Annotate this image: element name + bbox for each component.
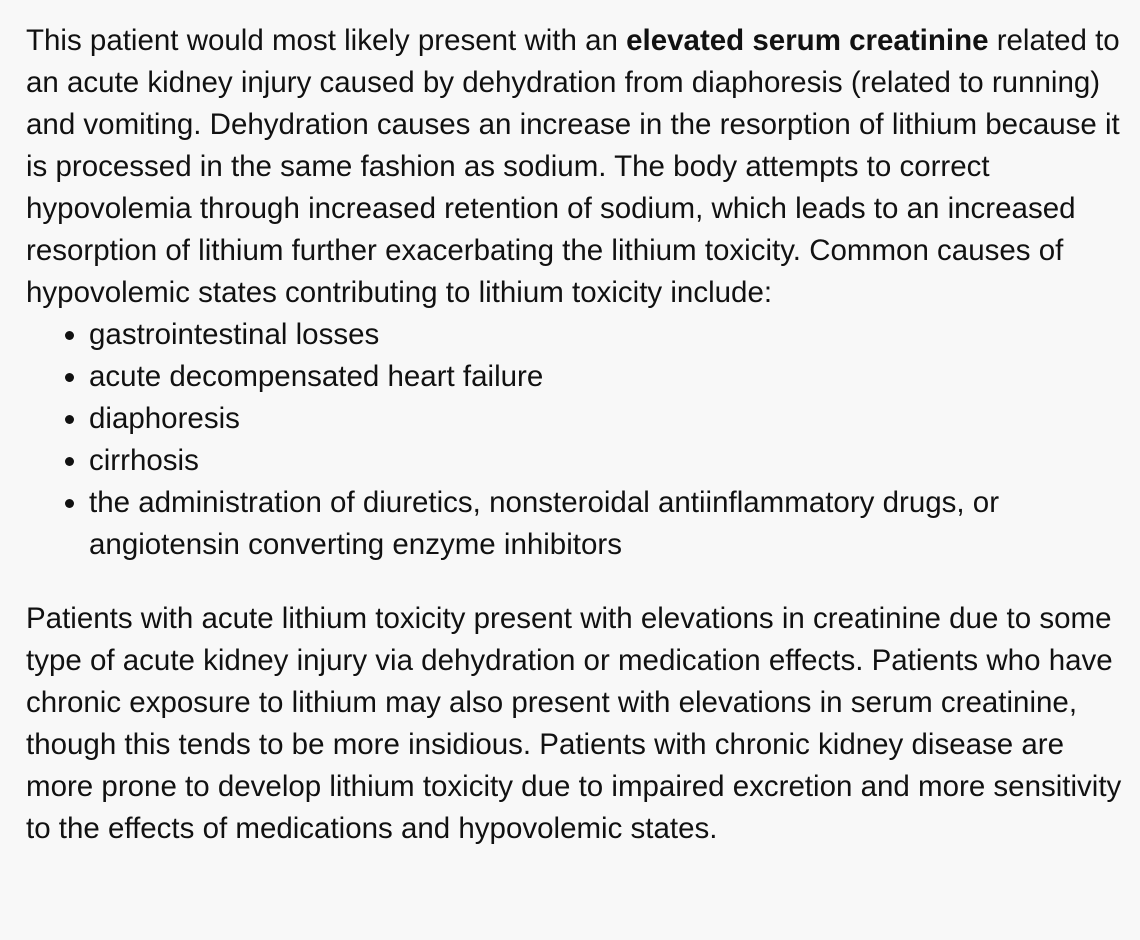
list-item: • acute decompensated heart failure xyxy=(89,356,1126,398)
key-finding-emphasis: elevated serum creatinine xyxy=(626,24,989,57)
list-item: • the administration of diuretics, nonsteroidal antiinflammatory drugs, or angiotensin converting enzyme inhibitors xyxy=(89,482,1126,566)
hypovolemia-causes-list xyxy=(26,314,1126,566)
explanation-content xyxy=(26,20,1126,850)
paragraph-1-rest: related to an acute kidney injury caused by dehydration from diaphoresis (related to running) and vomiting. Dehydration causes an increase in the resorption of lithium because it is processed in the same fashion as sodium. The body attempts to correct hypovolemia through increased retention of sodium, which leads to an increased resorption of lithium further exacerbating the lithium toxicity. Common causes of hypovolemic states contributing to lithium toxicity include: xyxy=(26,24,1120,309)
list-item: • cirrhosis xyxy=(89,440,1126,482)
paragraph-1-lead: This patient would most likely present with an xyxy=(26,24,627,57)
explanation-paragraph-1 xyxy=(26,20,1126,314)
list-item: • diaphoresis xyxy=(89,398,1126,440)
explanation-paragraph-2: Patients with acute lithium toxicity present with elevations in creatinine due to some type of acute kidney injury via dehydration or medication effects. Patients who have chronic exposure to lithium may also present with elevations in serum creatinine, though this tends to be more insidious. Patients with chronic kidney disease are more prone to develop lithium toxicity due to impaired excretion and more sensitivity to the effects of medications and hypovolemic states. xyxy=(26,602,1122,845)
list-item: • gastrointestinal losses xyxy=(89,314,1126,356)
